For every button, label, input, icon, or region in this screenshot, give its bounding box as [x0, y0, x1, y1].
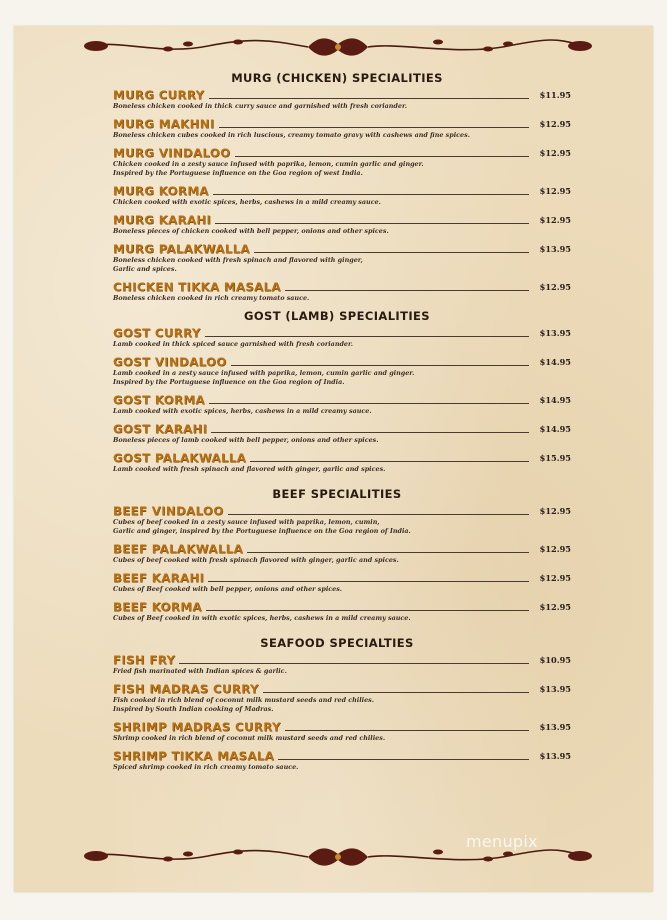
price-leader-line — [213, 194, 529, 195]
menu-item — [113, 541, 571, 565]
price-leader-line — [209, 98, 530, 99]
item-price: $12.95 — [539, 544, 571, 554]
item-name: SHRIMP TIKKA MASALA — [113, 749, 275, 763]
section-title: GOST (LAMB) SPECIALITIES — [244, 309, 430, 323]
price-leader-line — [228, 514, 529, 515]
item-description: Lamb cooked in thick spiced sauce garnished with fresh coriander. — [113, 340, 354, 348]
item-price: $13.95 — [539, 751, 571, 761]
menu-content — [113, 70, 571, 772]
item-description: Cubes of Beef cooked with bell pepper, onions and other spices. — [113, 585, 343, 593]
price-leader-line — [247, 552, 529, 553]
item-name: BEEF PALAKWALLA — [113, 542, 244, 556]
price-leader-line — [285, 730, 529, 731]
item-description: Lamb cooked with exotic spices, herbs, cashews in a mild creamy sauce. — [113, 407, 372, 415]
menu-item — [113, 241, 571, 274]
item-name: FISH MADRAS CURRY — [113, 682, 259, 696]
price-leader-line — [263, 692, 529, 693]
item-price: $11.95 — [539, 90, 571, 100]
price-leader-line — [209, 403, 529, 404]
menu-item — [113, 87, 571, 111]
item-description: Boneless pieces of lamb cooked with bell pepper, onions and other spices. — [113, 436, 379, 444]
watermark: menupix — [466, 832, 538, 851]
item-name: MURG PALAKWALLA — [113, 242, 250, 256]
item-name: GOST KARAHI — [113, 422, 208, 436]
item-description: Lamb cooked with fresh spinach and flavored with ginger, garlic and spices. — [113, 465, 386, 473]
menu-item — [113, 145, 571, 178]
item-description: Fish cooked in rich blend of coconut milk mustard seeds and red chilies. — [113, 696, 374, 704]
item-description: Garlic and ginger, inspired by the Portuguese influence on the Goa region of India. — [113, 527, 411, 535]
price-leader-line — [231, 365, 529, 366]
menu-item — [113, 599, 571, 623]
price-leader-line — [285, 290, 529, 291]
item-name: MURG KORMA — [113, 184, 209, 198]
menu-item — [113, 719, 571, 743]
item-description: Chicken cooked with exotic spices, herbs, cashews in a mild creamy sauce. — [113, 198, 381, 206]
item-name: FISH FRY — [113, 653, 176, 667]
item-description: Spiced shrimp cooked in rich creamy tomato sauce. — [113, 763, 299, 771]
item-description: Inspired by the Portuguese influence on the Goa region of west India. — [113, 169, 363, 177]
price-leader-line — [211, 432, 529, 433]
item-name: MURG CURRY — [113, 88, 205, 102]
item-name: BEEF KORMA — [113, 600, 202, 614]
item-description: Boneless chicken cooked in thick curry sauce and garnished with fresh coriander. — [113, 102, 407, 110]
item-price: $12.95 — [539, 602, 571, 612]
item-description: Shrimp cooked in rich blend of coconut milk mustard seeds and red chilies. — [113, 734, 386, 742]
item-description: Cubes of beef cooked with fresh spinach flavored with ginger, garlic and spices. — [113, 556, 399, 564]
item-price: $13.95 — [539, 244, 571, 254]
item-name: BEEF KARAHI — [113, 571, 205, 585]
item-description: Boneless chicken cooked with fresh spinach and flavored with ginger, — [113, 256, 363, 264]
item-description: Fried fish marinated with Indian spices & garlic. — [113, 667, 287, 675]
item-price: $13.95 — [539, 684, 571, 694]
menu-item — [113, 450, 571, 474]
item-name: MURG MAKHNI — [113, 117, 215, 131]
item-price: $12.95 — [539, 573, 571, 583]
item-price: $12.95 — [539, 215, 571, 225]
item-name: SHRIMP MADRAS CURRY — [113, 720, 281, 734]
item-name: GOST VINDALOO — [113, 355, 227, 369]
item-description: Cubes of beef cooked in a zesty sauce infused with paprika, lemon, cumin, — [113, 518, 380, 526]
price-leader-line — [179, 663, 529, 664]
item-name: GOST PALAKWALLA — [113, 451, 247, 465]
menu-item — [113, 652, 571, 676]
item-price: $15.95 — [539, 453, 571, 463]
item-price: $12.95 — [539, 506, 571, 516]
item-name: GOST CURRY — [113, 326, 201, 340]
menu-item — [113, 748, 571, 772]
menu-item — [113, 212, 571, 236]
menu-item — [113, 325, 571, 349]
item-price: $10.95 — [539, 655, 571, 665]
menu-item — [113, 392, 571, 416]
item-name: CHICKEN TIKKA MASALA — [113, 280, 281, 294]
menu-item — [113, 503, 571, 536]
item-price: $13.95 — [539, 328, 571, 338]
item-price: $12.95 — [539, 282, 571, 292]
item-price: $14.95 — [539, 357, 571, 367]
menu-item — [113, 116, 571, 140]
menu-item — [113, 183, 571, 207]
item-name: GOST KORMA — [113, 393, 205, 407]
item-description: Garlic and spices. — [113, 265, 177, 273]
item-description: Boneless pieces of chicken cooked with bell pepper, onions and other spices. — [113, 227, 389, 235]
item-price: $12.95 — [539, 148, 571, 158]
price-leader-line — [215, 223, 529, 224]
item-price: $13.95 — [539, 722, 571, 732]
price-leader-line — [278, 759, 529, 760]
item-description: Inspired by the Portuguese influence on the Goa region of India. — [113, 378, 345, 386]
item-description: Boneless chicken cooked in rich creamy tomato sauce. — [113, 294, 310, 302]
item-price: $12.95 — [539, 186, 571, 196]
item-name: BEEF VINDALOO — [113, 504, 224, 518]
price-leader-line — [205, 336, 529, 337]
item-name: MURG VINDALOO — [113, 146, 231, 160]
item-description: Inspired by South Indian cooking of Madras. — [113, 705, 274, 713]
item-name: MURG KARAHI — [113, 213, 212, 227]
menu-item — [113, 354, 571, 387]
item-price: $14.95 — [539, 424, 571, 434]
item-description: Boneless chicken cubes cooked in rich luscious, creamy tomato gravy with cashews and fine spices. — [113, 131, 470, 139]
menu-item — [113, 681, 571, 714]
menu-item — [113, 570, 571, 594]
section-title: MURG (CHICKEN) SPECIALITIES — [231, 71, 443, 85]
item-description: Lamb cooked in a zesty sauce infused with paprika, lemon, cumin garlic and ginger. — [113, 369, 415, 377]
price-leader-line — [254, 252, 529, 253]
item-description: Chicken cooked in a zesty sauce infused with paprika, lemon, cumin garlic and ginger. — [113, 160, 424, 168]
section-title: SEAFOOD SPECIALTIES — [260, 636, 414, 650]
menu-item — [113, 421, 571, 445]
price-leader-line — [219, 127, 529, 128]
menu-item — [113, 279, 571, 303]
item-price: $12.95 — [539, 119, 571, 129]
section-title: BEEF SPECIALITIES — [272, 487, 402, 501]
top-ornament-divider — [78, 34, 598, 60]
item-price: $14.95 — [539, 395, 571, 405]
price-leader-line — [208, 581, 529, 582]
price-leader-line — [206, 610, 529, 611]
price-leader-line — [235, 156, 529, 157]
price-leader-line — [250, 461, 529, 462]
item-description: Cubes of Beef cooked in with exotic spices, herbs, cashews in a mild creamy sauce. — [113, 614, 411, 622]
